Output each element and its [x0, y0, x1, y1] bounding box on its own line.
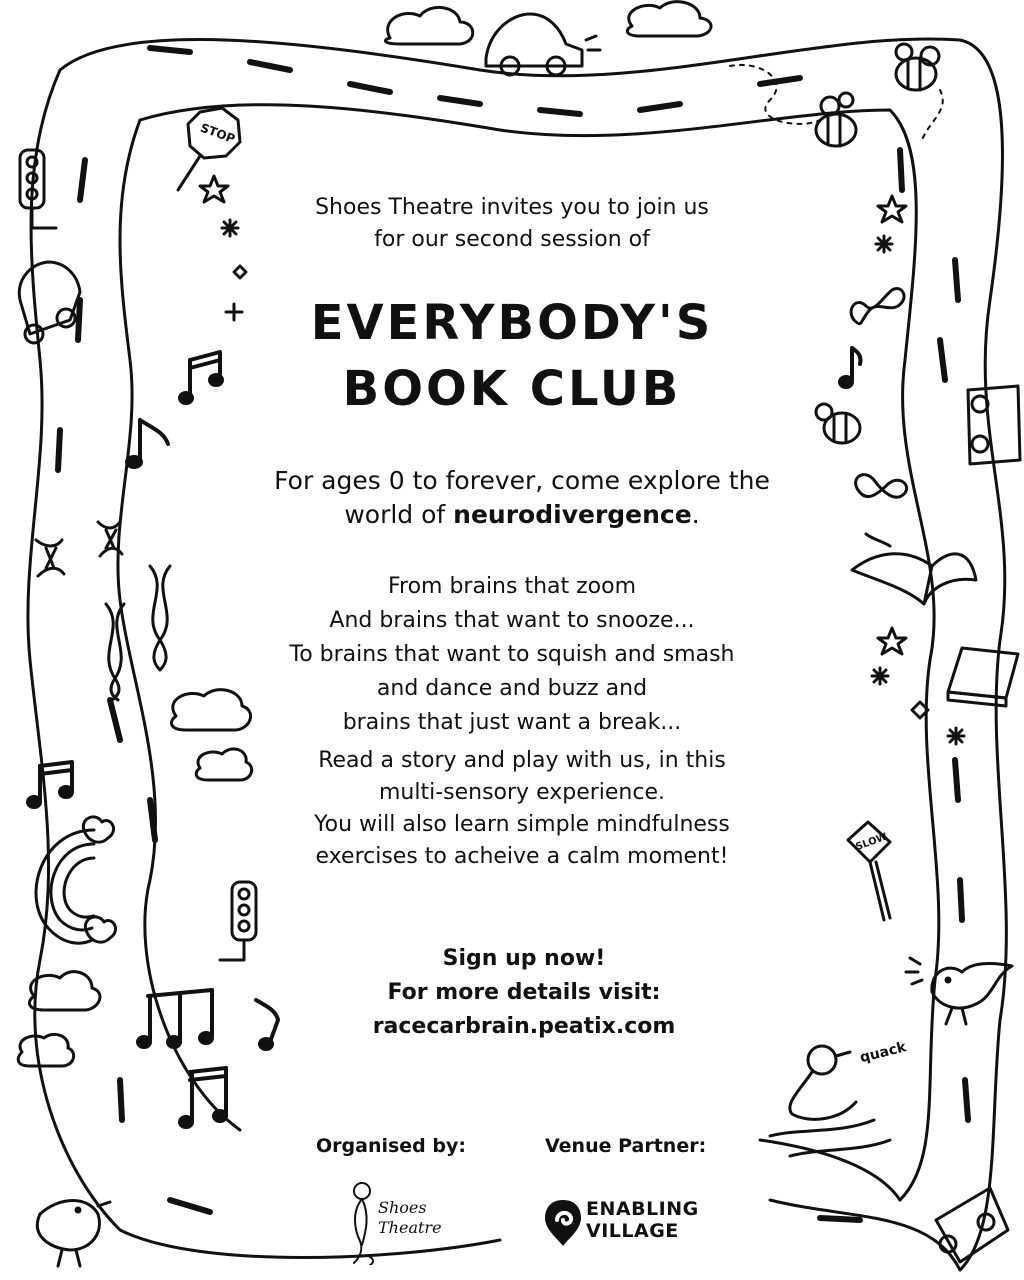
poem-line: brains that just want a break... — [342, 710, 682, 735]
poem-line: From brains that zoom — [387, 574, 637, 599]
ages-line-1: For ages 0 to forever, come explore the — [274, 466, 770, 495]
event-title — [0, 290, 1024, 422]
music-note-icon — [180, 1068, 226, 1127]
poem-line: and dance and buzz and — [376, 676, 648, 701]
activity-description — [10, 745, 1024, 873]
read-line: exercises to acheive a calm moment! — [315, 844, 729, 869]
music-note-icon — [127, 420, 168, 467]
shoes-wordmark-line-2: Theatre — [378, 1218, 442, 1237]
cloud-icon — [627, 2, 711, 36]
poem-line: And brains that want to snooze... — [329, 608, 695, 633]
car-icon — [486, 14, 600, 75]
enabling-wordmark-line-1: ENABLING — [586, 1198, 699, 1220]
signup-block — [12, 942, 1024, 1044]
poem-block — [0, 570, 1024, 740]
shoes-theatre-wordmark — [378, 1198, 442, 1238]
enabling-wordmark-line-2: VILLAGE — [586, 1220, 679, 1242]
bird-icon — [37, 1201, 110, 1267]
bee-flight-path — [922, 90, 943, 140]
shoes-wordmark-line-1: Shoes — [378, 1198, 427, 1217]
enabling-village-wordmark — [586, 1198, 699, 1242]
ages-line-2 — [10, 498, 1024, 532]
organised-by-label: Organised by: — [316, 1135, 466, 1157]
read-line: Read a story and play with us, in this — [318, 748, 726, 773]
stop-sign-icon — [178, 108, 240, 190]
audience-description — [10, 464, 1024, 532]
quack-text: quack — [858, 1039, 908, 1067]
details-label: For more details visit: — [387, 980, 661, 1005]
intro-text — [0, 192, 1024, 256]
poem-line: To brains that want to squish and smash — [289, 642, 735, 667]
title-line-2: BOOK CLUB — [342, 361, 682, 417]
slow-sign-text: SLOW — [854, 831, 889, 854]
road-edge-bottom-right — [770, 1200, 960, 1270]
read-line: multi-sensory experience. — [378, 780, 665, 805]
neurodivergence-emphasis: neurodivergence — [453, 500, 692, 529]
bee-icon — [896, 44, 939, 90]
diamond-icon — [234, 266, 246, 278]
stop-sign-text: STOP — [198, 120, 237, 147]
intro-line-1: Shoes Theatre invites you to join us — [315, 195, 709, 220]
venue-partner-label: Venue Partner: — [545, 1135, 707, 1157]
bee-icon — [816, 93, 856, 146]
signup-call-to-action: Sign up now! — [442, 946, 606, 971]
signup-url-link[interactable]: racecarbrain.peatix.com — [372, 1014, 676, 1039]
title-line-1: EVERYBODY'S — [310, 295, 714, 351]
intro-line-2: for our second session of — [374, 227, 650, 252]
ages-line-2-prefix: world of — [344, 500, 454, 529]
ages-line-2-suffix: . — [691, 500, 700, 529]
duck-icon — [770, 1039, 909, 1156]
cloud-icon — [385, 7, 472, 44]
read-line: You will also learn simple mindfulness — [314, 812, 730, 837]
